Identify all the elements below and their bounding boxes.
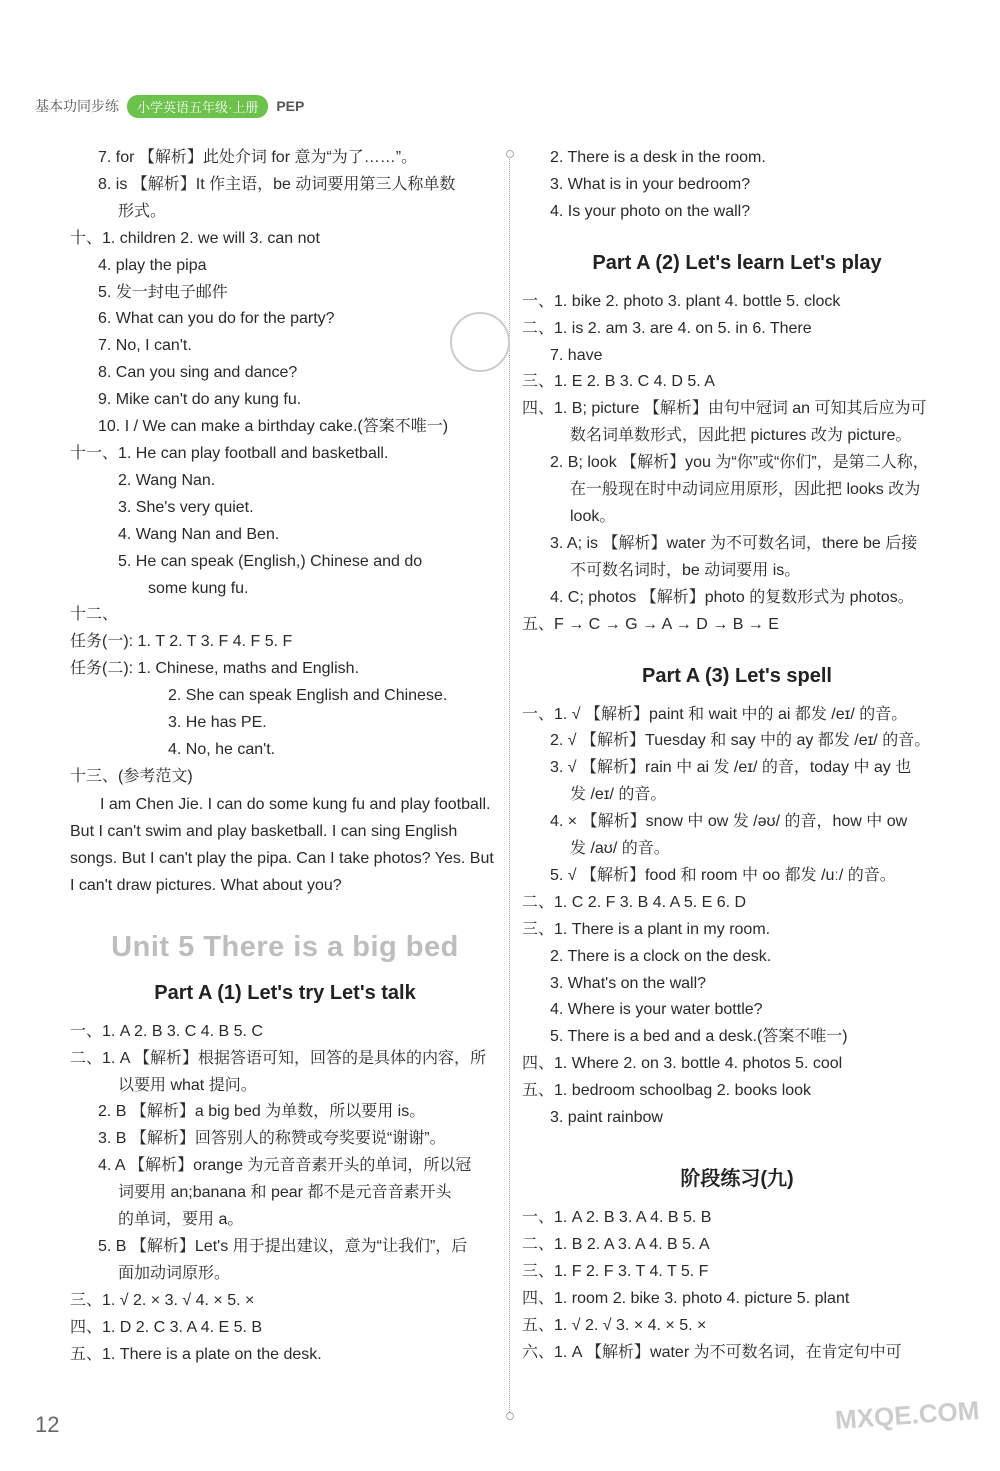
- answer-line: 十二、: [70, 606, 119, 624]
- sample-essay: I am Chen Jie. I can do some kung fu and play football. But I can't swim and play basketball. I can sing English songs. But I can't play the pipa. Can I take photos? Yes. But I can't draw pictures. What about you?: [70, 795, 494, 894]
- page-header: [35, 95, 304, 117]
- answer-line: 六、1. A 【解析】water 为不可数名词，在肯定句中可: [522, 1343, 902, 1361]
- answer-line: 2. B 【解析】a big bed 为单数，所以要用 is。: [98, 1103, 426, 1121]
- answer-line: 2. Wang Nan.: [118, 471, 216, 489]
- answer-line: 发 /aʊ/ 的音。: [570, 840, 670, 858]
- divider-dot-icon: [506, 1412, 514, 1420]
- answer-list: [70, 1019, 500, 1369]
- answer-line: 任务(一): 1. T 2. T 3. F 4. F 5. F: [70, 633, 293, 651]
- answer-line: 3. What is in your bedroom?: [550, 175, 751, 193]
- answer-list: [70, 145, 500, 791]
- answer-line: look。: [570, 507, 616, 525]
- answer-line: 3. paint rainbow: [550, 1109, 663, 1127]
- answer-line: 4. × 【解析】snow 中 ow 发 /əʊ/ 的音，how 中 ow: [550, 813, 908, 831]
- answer-list: [522, 289, 952, 639]
- answer-line: 4. No, he can't.: [168, 740, 276, 758]
- answer-line: 一、1. bike 2. photo 3. plant 4. bottle 5. clock: [522, 292, 841, 310]
- answer-line: 3. What's on the wall?: [550, 974, 707, 992]
- answer-line: 4. Is your photo on the wall?: [550, 202, 751, 220]
- answer-line: 任务(二): 1. Chinese, maths and English.: [70, 660, 360, 678]
- answer-line: 7. No, I can't.: [98, 337, 192, 355]
- answer-line: 三、1. There is a plant in my room.: [522, 920, 771, 938]
- answer-line: 5. 发一封电子邮件: [98, 283, 228, 301]
- answer-line: 3. √ 【解析】rain 中 ai 发 /eɪ/ 的音，today 中 ay 也: [550, 759, 912, 777]
- answer-line: 数名词单数形式，因此把 pictures 改为 picture。: [570, 427, 912, 445]
- answer-line: 5. There is a bed and a desk.(答案不唯一): [550, 1028, 848, 1046]
- answer-line: 在一般现在时中动词应用原形，因此把 looks 改为: [570, 481, 921, 499]
- answer-line: 二、1. is 2. am 3. are 4. on 5. in 6. There: [522, 319, 812, 337]
- answer-line: 2. There is a clock on the desk.: [550, 947, 772, 965]
- answer-line: 5. He can speak (English,) Chinese and do: [118, 552, 423, 570]
- section-title: Part A (2) Let's learn Let's play: [592, 251, 882, 274]
- watermark: MXQE.COM: [834, 1394, 981, 1436]
- answer-list: [522, 702, 952, 1133]
- answer-line: 3. She's very quiet.: [118, 498, 254, 516]
- answer-line: 词要用 an;banana 和 pear 都不是元音音素开头: [118, 1184, 452, 1202]
- answer-line: 4. Where is your water bottle?: [550, 1001, 763, 1019]
- answer-line: 的单词，要用 a。: [118, 1211, 244, 1229]
- answer-line: 5. B 【解析】Let's 用于提出建议，意为“让我们”，后: [98, 1238, 468, 1255]
- series-label: 基本功同步练: [35, 98, 119, 114]
- answer-list: [522, 145, 952, 226]
- answer-line: 十一、1. He can play football and basketball.: [70, 444, 389, 462]
- answer-line: 形式。: [118, 202, 167, 220]
- answer-line: 7. have: [550, 346, 603, 364]
- stamp-icon: [450, 312, 510, 372]
- answer-line: 3. He has PE.: [168, 714, 267, 732]
- answer-list: [522, 1205, 952, 1366]
- answer-line: 8. Can you sing and dance?: [98, 364, 298, 382]
- answer-line: 十三、(参考范文): [70, 767, 193, 785]
- answer-line: 5. √ 【解析】food 和 room 中 oo 都发 /uː/ 的音。: [550, 866, 896, 884]
- answer-line: 4. play the pipa: [98, 256, 207, 274]
- left-column: [70, 145, 500, 1369]
- answer-line: 五、1. √ 2. √ 3. × 4. × 5. ×: [522, 1316, 707, 1334]
- answer-line: 四、1. room 2. bike 3. photo 4. picture 5. plant: [522, 1289, 850, 1307]
- answer-line: 4. A 【解析】orange 为元音音素开头的单词，所以冠: [98, 1157, 472, 1175]
- answer-line: 四、1. Where 2. on 3. bottle 4. photos 5. cool: [522, 1055, 843, 1073]
- answer-line: 2. She can speak English and Chinese.: [168, 687, 448, 705]
- book-badge: 小学英语五年级·上册: [127, 95, 268, 118]
- divider-dot-icon: [506, 150, 514, 158]
- answer-line: 发 /eɪ/ 的音。: [570, 786, 667, 804]
- section-title: Part A (3) Let's spell: [642, 664, 832, 687]
- answer-line: 6. What can you do for the party?: [98, 310, 335, 328]
- answer-line: 五、F → C → G → A → D → B → E: [522, 615, 779, 633]
- answer-line: 四、1. D 2. C 3. A 4. E 5. B: [70, 1318, 263, 1336]
- answer-line: 三、1. E 2. B 3. C 4. D 5. A: [522, 373, 715, 391]
- answer-line: 十、1. children 2. we will 3. can not: [70, 229, 320, 247]
- edition-label: PEP: [276, 98, 305, 114]
- answer-line: 一、1. √ 【解析】paint 和 wait 中的 ai 都发 /eɪ/ 的音。: [522, 705, 908, 723]
- answer-line: some kung fu.: [148, 579, 249, 597]
- answer-line: 4. C; photos 【解析】photo 的复数形式为 photos。: [550, 588, 914, 606]
- answer-line: 五、1. There is a plate on the desk.: [70, 1345, 322, 1363]
- right-column: [522, 145, 952, 1366]
- answer-line: 二、1. B 2. A 3. A 4. B 5. A: [522, 1235, 710, 1253]
- answer-line: 9. Mike can't do any kung fu.: [98, 391, 302, 409]
- answer-line: 三、1. √ 2. × 3. √ 4. × 5. ×: [70, 1291, 255, 1309]
- answer-line: 二、1. A 【解析】根据答语可知，回答的是具体的内容，所: [70, 1049, 487, 1067]
- answer-line: 四、1. B; picture 【解析】由句中冠词 an 可知其后应为可: [522, 400, 927, 418]
- answer-line: 2. There is a desk in the room.: [550, 149, 766, 166]
- answer-line: 2. B; look 【解析】you 为“你”或“你们”，是第二人称，: [550, 454, 929, 472]
- section-title: 阶段练习(九): [680, 1168, 794, 1190]
- unit-title: Unit 5 There is a big bed: [111, 930, 459, 963]
- section-title: Part A (1) Let's try Let's talk: [154, 981, 416, 1004]
- answer-line: 二、1. C 2. F 3. B 4. A 5. E 6. D: [522, 893, 747, 911]
- answer-line: 五、1. bedroom schoolbag 2. books look: [522, 1082, 812, 1100]
- answer-line: 3. A; is 【解析】water 为不可数名词，there be 后接: [550, 534, 918, 552]
- answer-line: 7. for 【解析】此处介词 for 意为“为了……”。: [98, 149, 418, 166]
- answer-line: 不可数名词时，be 动词要用 is。: [570, 561, 801, 579]
- answer-line: 一、1. A 2. B 3. A 4. B 5. B: [522, 1209, 712, 1226]
- answer-line: 3. B 【解析】回答别人的称赞或夸奖要说“谢谢”。: [98, 1130, 446, 1148]
- answer-line: 4. Wang Nan and Ben.: [118, 525, 280, 543]
- answer-line: 2. √ 【解析】Tuesday 和 say 中的 ay 都发 /eɪ/ 的音。: [550, 732, 931, 750]
- answer-line: 面加动词原形。: [118, 1264, 231, 1282]
- answer-line: 以要用 what 提问。: [118, 1076, 257, 1094]
- answer-line: 三、1. F 2. F 3. T 4. T 5. F: [522, 1262, 709, 1280]
- answer-line: 一、1. A 2. B 3. C 4. B 5. C: [70, 1022, 263, 1040]
- answer-line: 8. is 【解析】It 作主语，be 动词要用第三人称单数: [98, 175, 456, 193]
- answer-line: 10. I / We can make a birthday cake.(答案不唯一): [98, 418, 449, 436]
- page-number: 12: [35, 1412, 60, 1437]
